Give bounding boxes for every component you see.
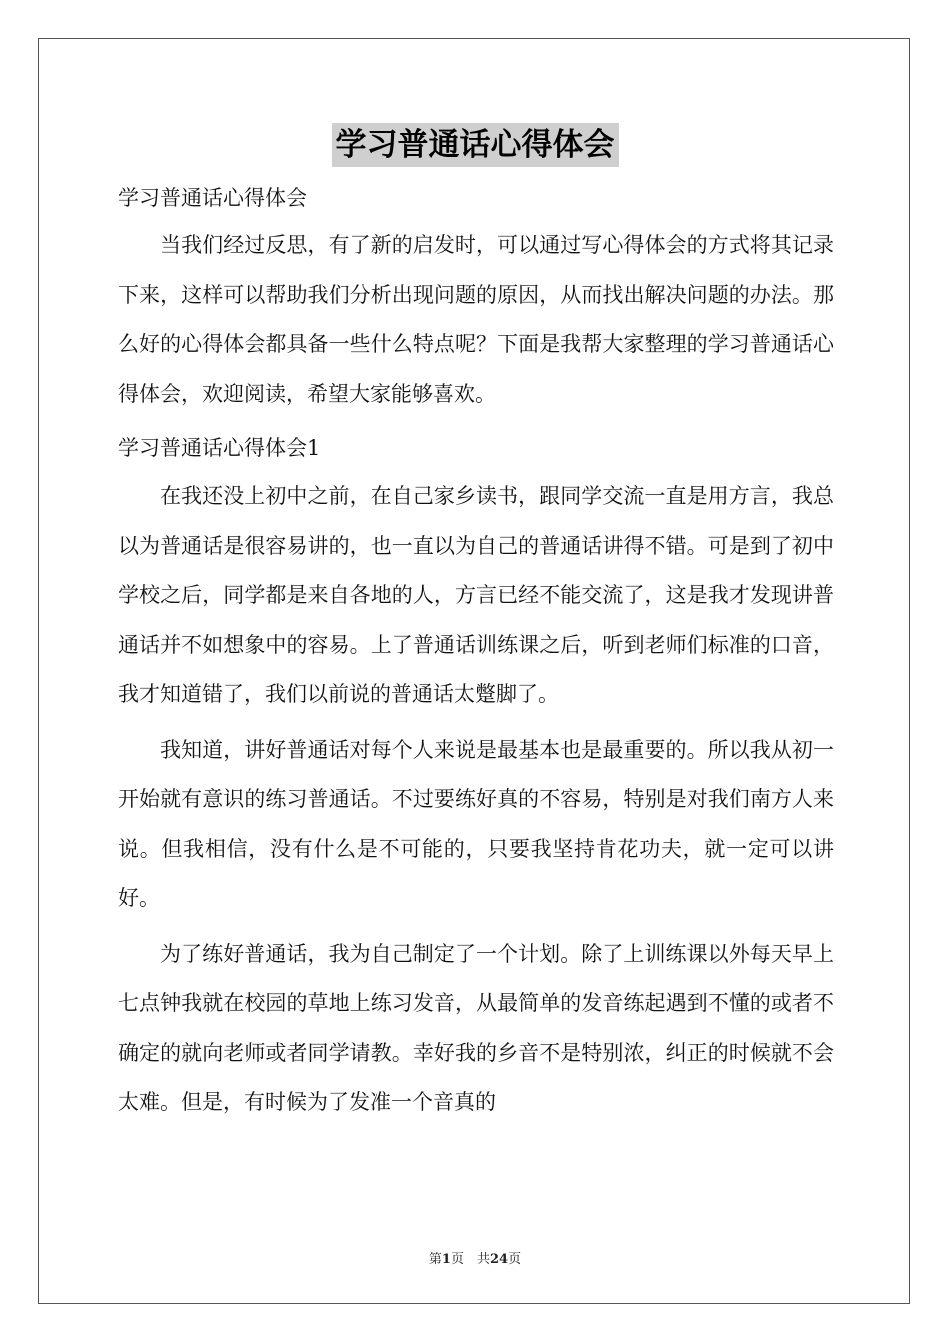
document-subtitle: 学习普通话心得体会 bbox=[118, 186, 307, 210]
footer-page-prefix: 第 bbox=[428, 1252, 442, 1267]
body-paragraph-1: 在我还没上初中之前，在自己家乡读书，跟同学交流一直是用方言，我总以为普通话是很容易讲的，也一直以为自己的普通话讲得不错。可是到了初中学校之后，同学都是来自各地的人，方言已经不能交流了，这是我才发现讲普通话并不如想象中的容易。上了普通话训练课之后，听到老师们标准的口音，我才知道错了，我们以前说的普通话太蹩脚了。 bbox=[118, 484, 834, 706]
footer-page-mid: 页 共 bbox=[450, 1252, 490, 1267]
title-container bbox=[0, 123, 950, 167]
document-title: 学习普通话心得体会 bbox=[332, 123, 619, 167]
footer-current-page: 1 bbox=[441, 1252, 451, 1267]
footer-total-pages: 24 bbox=[489, 1252, 509, 1267]
intro-paragraph: 当我们经过反思，有了新的启发时，可以通过写心得体会的方式将其记录下来，这样可以帮助我们分析出现问题的原因，从而找出解决问题的办法。那么好的心得体会都具备一些什么特点呢？下面是我帮大家整理的学习普通话心得体会，欢迎阅读，希望大家能够喜欢。 bbox=[118, 233, 834, 406]
document-body bbox=[118, 175, 834, 1134]
page-footer bbox=[0, 1248, 950, 1267]
section-heading: 学习普通话心得体会1 bbox=[118, 436, 321, 460]
body-paragraph-3: 为了练好普通话，我为自己制定了一个计划。除了上训练课以外每天早上七点钟我就在校园的草地上练习发音，从最简单的发音练起遇到不懂的或者不确定的就向老师或者同学请教。幸好我的乡音不是特别浓，纠正的时候就不会太难。但是，有时候为了发准一个音真的 bbox=[118, 941, 834, 1114]
footer-page-suffix: 页 bbox=[508, 1252, 522, 1267]
body-paragraph-2: 我知道，讲好普通话对每个人来说是最基本也是最重要的。所以我从初一开始就有意识的练习普通话。不过要练好真的不容易，特别是对我们南方人来说。但我相信，没有什么是不可能的，只要我坚持肯花功夫，就一定可以讲好。 bbox=[118, 737, 834, 910]
